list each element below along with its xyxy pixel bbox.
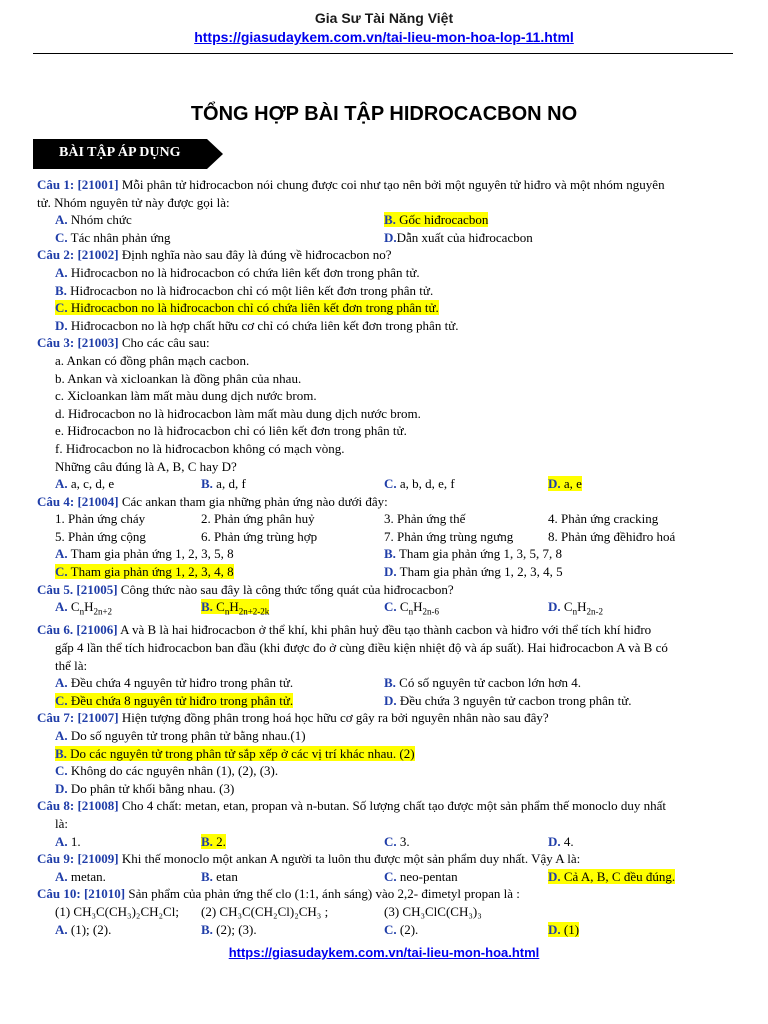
question-5: Câu 5. [21005] Công thức nào sau đây là công thức tổng quát của hiđrocacbon? [37, 581, 454, 597]
exercise-list [37, 176, 737, 938]
option-b[interactable]: B. a, d, f [201, 476, 246, 492]
question-9: Câu 9: [21009] Khi thế monoclo một ankan A người ta luôn thu được một sản phẩm duy nhất. Vậy A là: [37, 851, 581, 867]
question-6-cont: gấp 4 lần thể tích hiđrocacbon ban đầu (khi được đo ở cùng điều kiện nhiệt độ và áp suất). Hai hiđrocacbon A và B có [55, 640, 668, 656]
q3-options [55, 475, 737, 493]
option-c[interactable]: C. neo-pentan [384, 868, 458, 884]
statement: b. Ankan và xicloankan là đồng phân của nhau. [55, 370, 302, 386]
product-2: (2) CH₃C(CH₂Cl)₂CH₃ ; [201, 903, 329, 919]
option-a[interactable]: A. $C_nH_{2n+2}$ [55, 599, 113, 617]
question-8-cont: là: [55, 815, 68, 831]
statement: e. Hiđrocacbon no là hiđrocacbon chỉ có liên kết đơn trong phân tử. [55, 423, 407, 439]
option-d[interactable]: D. Tham gia phản ứng 1, 2, 3, 4, 5 [384, 564, 563, 580]
option-d[interactable]: D. 4. [548, 833, 574, 849]
header-divider [33, 53, 733, 54]
q8-options [55, 833, 737, 851]
option-d[interactable]: D.Dẫn xuất của hiđrocacbon [384, 229, 533, 245]
option-b[interactable]: B. $C_nH_{2n+2-2k}$ [201, 599, 270, 617]
option-c[interactable]: C. $C_nH_{2n-6}$ [384, 599, 439, 617]
site-name: Gia Sư Tài Năng Việt [314, 10, 454, 26]
option-b[interactable]: B. Do các nguyên tử trong phân tử sắp xếp ở các vị trí khác nhau. (2) [55, 745, 415, 761]
option-c[interactable]: C. Đều chứa 8 nguyên tử hiđro trong phân tử. [55, 692, 294, 708]
option-d[interactable]: D. Do phân tử khối bằng nhau. (3) [55, 780, 235, 796]
product-3: (3) CH₃ClC(CH₃)₃ [384, 903, 482, 919]
option-c[interactable]: C. Không do các nguyên nhân (1), (2), (3). [55, 763, 279, 779]
option-d[interactable]: D. a, e [548, 476, 582, 492]
option-c[interactable]: C. a, b, d, e, f [384, 476, 455, 492]
option-a[interactable]: A. 1. [55, 833, 81, 849]
q9-options [55, 868, 737, 886]
reaction: 1. Phản ứng cháy [55, 511, 146, 527]
option-b[interactable]: B. (2); (3). [201, 921, 257, 937]
q4-options-row1 [55, 545, 737, 563]
question-text: Mỗi phân tử hiđrocacbon nói chung được coi như tạo nên bởi một nguyên tử hiđro và một nhóm nguyên [118, 177, 665, 192]
reaction: 7. Phản ứng trùng ngưng [384, 528, 514, 544]
option-a[interactable]: A. Đều chứa 4 nguyên tử hiđro trong phân tử. [55, 675, 294, 691]
option-d[interactable]: D. Cả A, B, C đều đúng. [548, 868, 676, 884]
header-link[interactable]: https://giasudaykem.com.vn/tai-lieu-mon-hoa-lop-11.html [194, 29, 574, 45]
option-a[interactable]: A. a, c, d, e [55, 476, 115, 492]
section-banner [33, 139, 223, 169]
q10-options [55, 921, 737, 939]
option-d[interactable]: D. Hiđrocacbon no là hợp chất hữu cơ chỉ có chứa liên kết đơn trong phân tử. [55, 317, 459, 333]
statement: a. Ankan có đồng phân mạch cacbon. [55, 352, 250, 368]
q5-options [55, 598, 737, 621]
option-a[interactable]: A. Nhóm chức [55, 212, 132, 228]
q10-products [55, 903, 737, 921]
option-d[interactable]: D. Đều chứa 3 nguyên tử cacbon trong phân tử. [384, 692, 632, 708]
option-b[interactable]: B. Có số nguyên tử cacbon lớn hơn 4. [384, 675, 582, 691]
footer-link[interactable]: https://giasudaykem.com.vn/tai-lieu-mon-hoa.html [228, 945, 540, 960]
option-a[interactable]: A. (1); (2). [55, 921, 112, 937]
statement: f. Hiđrocacbon no là hiđrocacbon không có mạch vòng. [55, 440, 345, 456]
reaction: 8. Phản ứng đềhiđro hoá [548, 528, 676, 544]
q4-options-row2 [55, 563, 737, 581]
question-10: Câu 10: [21010] Sản phẩm của phản ứng thế clo (1:1, ánh sáng) vào 2,2- đimetyl propan là : [37, 886, 520, 902]
option-c[interactable]: C. 3. [384, 833, 410, 849]
question-1 [37, 176, 737, 194]
option-c[interactable]: C. Tác nhân phản ứng [55, 229, 171, 245]
question-2: Câu 2: [21002] Định nghĩa nào sau đây là đúng về hiđrocacbon no? [37, 247, 392, 263]
reaction: 6. Phản ứng trùng hợp [201, 528, 318, 544]
option-a[interactable]: A. Do số nguyên tử trong phân tử bằng nhau.(1) [55, 728, 306, 743]
option-d[interactable]: D. $C_nH_{2n-2}$ [548, 599, 603, 617]
reaction: 3. Phản ứng thế [384, 511, 466, 527]
reaction-row-1 [55, 510, 737, 528]
question-6: Câu 6. [21006] A và B là hai hiđrocacbon ở thể khí, khi phân huỷ đều tạo thành cacbon và hiđro với thể tích khí hiđro [37, 622, 652, 638]
option-a[interactable]: A. Tham gia phản ứng 1, 2, 3, 5, 8 [55, 546, 234, 562]
product-1: (1) CH₃C(CH₃)₂CH₂Cl; [55, 903, 179, 919]
option-d[interactable]: D. (1) [548, 921, 580, 937]
reaction: 2. Phản ứng phân huỷ [201, 511, 315, 527]
section-title: BÀI TẬP ÁP DỤNG [59, 145, 181, 160]
option-c[interactable]: C. (2). [384, 921, 419, 937]
option-c[interactable]: C. Hiđrocacbon no là hiđrocacbon chỉ có chứa liên kết đơn trong phân tử. [55, 300, 439, 316]
question-3: Câu 3: [21003] Cho các câu sau: [37, 335, 210, 351]
option-a[interactable]: A. metan. [55, 868, 106, 884]
option-b[interactable]: B. 2. [201, 833, 226, 849]
statement: c. Xicloankan làm mất màu dung dịch nước brom. [55, 388, 317, 404]
q1-options-row2 [55, 229, 737, 247]
q6-options-row2 [55, 692, 737, 710]
option-a[interactable]: A. Hiđrocacbon no là hiđrocacbon có chứa liên kết đơn trong phân tử. [55, 264, 420, 280]
q6-options-row1 [55, 674, 737, 692]
option-b[interactable]: B. etan [201, 868, 238, 884]
reaction-row-2 [55, 528, 737, 546]
option-b[interactable]: B. Tham gia phản ứng 1, 3, 5, 7, 8 [384, 546, 562, 562]
page-title: TỔNG HỢP BÀI TẬP HIDROCACBON NO [190, 103, 578, 125]
reaction: 5. Phản ứng cộng [55, 528, 146, 544]
statement: Những câu đúng là A, B, C hay D? [55, 458, 237, 474]
q1-options-row1 [55, 211, 737, 229]
question-8: Câu 8: [21008] Cho 4 chất: metan, etan, propan và n-butan. Số lượng chất tạo được một sản phẩm thế monoclo duy nhất [37, 798, 666, 814]
question-7: Câu 7: [21007] Hiện tượng đồng phân trong hoá học hữu cơ gây ra bởi nguyên nhân nào sau đây? [37, 710, 549, 726]
reaction: 4. Phản ứng cracking [548, 511, 659, 527]
option-b[interactable]: B. Gốc hiđrocacbon [384, 212, 489, 228]
question-1-cont: tử. Nhóm nguyên tử này được gọi là: [37, 194, 230, 210]
option-c[interactable]: C. Tham gia phản ứng 1, 2, 3, 4, 8 [55, 564, 234, 580]
statement: d. Hiđrocacbon no là hiđrocacbon làm mất màu dung dịch nước brom. [55, 405, 421, 421]
question-6-cont: thể là: [55, 657, 88, 673]
question-label: Câu 1: [21001] [37, 177, 119, 192]
option-b[interactable]: B. Hiđrocacbon no là hiđrocacbon chỉ có một liên kết đơn trong phân tử. [55, 282, 434, 298]
question-4: Câu 4: [21004] Các ankan tham gia những phản ứng nào dưới đây: [37, 493, 388, 509]
